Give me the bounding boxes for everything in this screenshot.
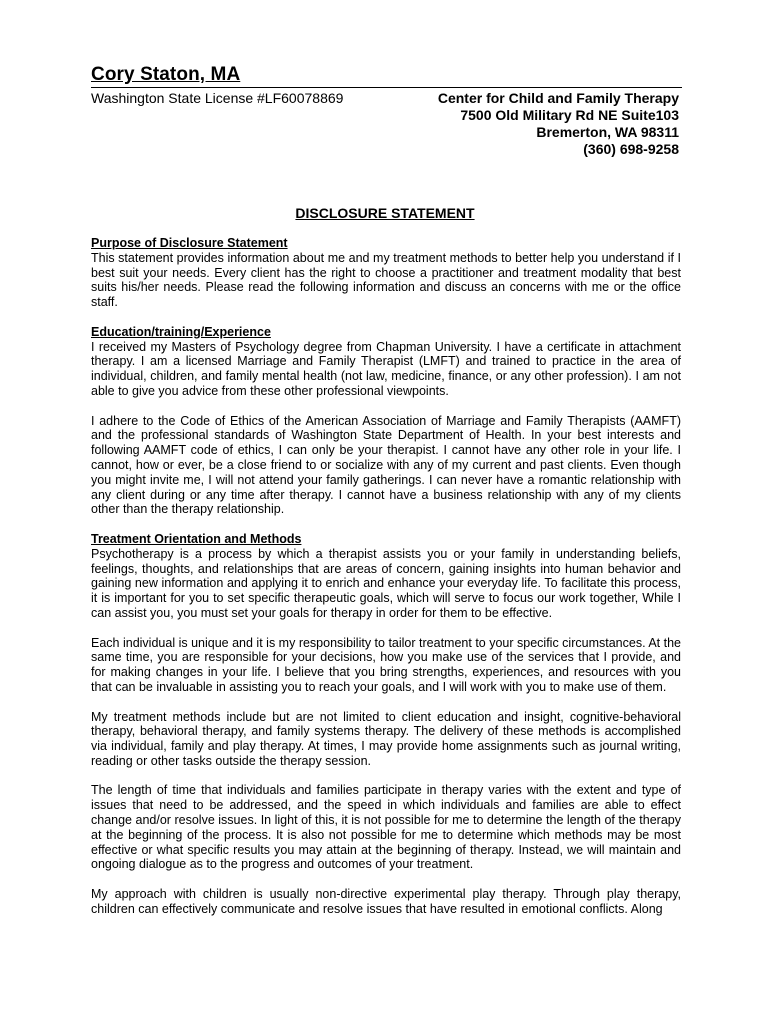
paragraph: My treatment methods include but are not limited to client education and insight, cognitive-behavioral therapy, behavioral therapy, and family systems therapy. The delivery of these methods is accomplished via individual, family and play therapy. At times, I may provide home assignments such as journal writing, reading or other tasks outside the therapy session. bbox=[91, 709, 681, 768]
paragraph: The length of time that individuals and families participate in therapy varies with the extent and type of issues that need to be addressed, and the speed in which individuals and families are able to effect change and/or resolve issues. In light of this, it is not possible for me to determine the length of the therapy at the beginning of the process. It is also not possible for me to determine which methods may be most effective or what specific results you may attain at the beginning of therapy. Instead, we will maintain and ongoing dialogue as to the progress and outcomes of your treatment. bbox=[91, 783, 681, 872]
document-body bbox=[91, 236, 681, 917]
street-address: 7500 Old Military Rd NE Suite103 bbox=[460, 107, 679, 123]
paragraph: Psychotherapy is a process by which a therapist assists you or your family in understanding beliefs, feelings, thoughts, and relationships that are areas of concern, gaining insights into human behavior and gaining new information and applying it to enrich and enhance your everyday life. To facilitate this process, it is important for you to set specific therapeutic goals, which will serve to focus our work together, While I can assist you, you must set your goals for therapy in order for them to be effective. bbox=[91, 546, 681, 620]
practice-address bbox=[438, 90, 679, 158]
organization-name: Center for Child and Family Therapy bbox=[437, 90, 679, 106]
license-number: Washington State License #LF60078869 bbox=[91, 90, 344, 106]
document-title: DISCLOSURE STATEMENT bbox=[295, 205, 475, 221]
therapist-name: Cory Staton, MA bbox=[91, 64, 241, 85]
paragraph: My approach with children is usually non-directive experimental play therapy. Through play therapy, children can effectively communicate and resolve issues that have resulted in emotional conflicts. Along bbox=[91, 887, 681, 916]
paragraph: Each individual is unique and it is my responsibility to tailor treatment to your specific circumstances. At the same time, you are responsible for your decisions, how you make use of the services that I provide, and for making changes in your life. I believe that you bring strengths, experiences, and resources with you that can be invaluable in assisting you to reach your goals, and I will work with you to make use of them. bbox=[91, 635, 681, 694]
paragraph: This statement provides information about me and my treatment methods to better help you understand if I best suit your needs. Every client has the right to choose a practitioner and treatment modality that best suits his/her needs. Please read the following information and discuss an concerns with me or the office staff. bbox=[91, 250, 681, 310]
section-heading-treatment: Treatment Orientation and Methods bbox=[91, 531, 302, 546]
city-state-zip: Bremerton, WA 98311 bbox=[536, 124, 679, 140]
phone-number: (360) 698-9258 bbox=[583, 141, 679, 157]
section-heading-education: Education/training/Experience bbox=[91, 324, 271, 339]
paragraph: I received my Masters of Psychology degree from Chapman University. I have a certificate in attachment therapy. I am a licensed Marriage and Family Therapist (LMFT) and trained to practice in the area of individual, children, and family mental health (not law, medicine, finance, or any other profession). I am not able to give you advice from these other professional viewpoints. bbox=[91, 339, 681, 398]
header-rule bbox=[91, 87, 682, 88]
section-heading-purpose: Purpose of Disclosure Statement bbox=[91, 236, 288, 250]
paragraph: I adhere to the Code of Ethics of the American Association of Marriage and Family Therapists (AAMFT) and the professional standards of Washington State Department of Health. In your best interests and following AAMFT code of ethics, I can only be your therapist. I cannot have any other role in your life. I cannot, how or ever, be a close friend to or socialize with any of my current and past clients. Even though you might invite me, I will not attend your family gatherings. I can never have a romantic relationship with any client during or any time after therapy. I cannot have a business relationship with any of my clients other than the therapy relationship. bbox=[91, 413, 681, 517]
